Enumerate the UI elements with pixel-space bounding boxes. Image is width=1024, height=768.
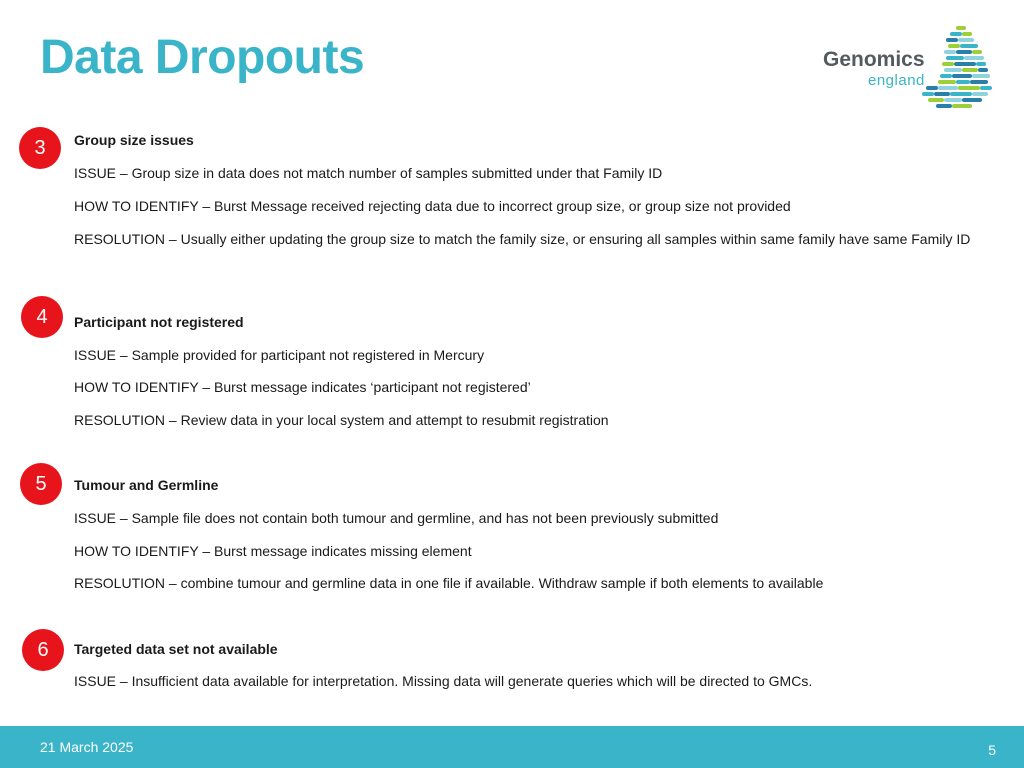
genomics-england-logo (820, 22, 995, 114)
dna-map-icon (920, 22, 995, 114)
section-issue: ISSUE – Sample provided for participant not registered in Mercury (74, 347, 485, 363)
section-number-badge: 4 (21, 296, 63, 338)
section-issue: ISSUE – Group size in data does not match number of samples submitted under that Family ID (74, 165, 663, 181)
section-number-badge: 6 (22, 629, 64, 671)
section-heading: Group size issues (74, 132, 194, 148)
section-number-badge: 3 (19, 127, 61, 169)
logo-text-genomics: Genomics (823, 48, 925, 71)
page-number: 5 (988, 742, 996, 758)
section-heading: Targeted data set not available (74, 641, 278, 657)
section-how-to-identify: HOW TO IDENTIFY – Burst Message received rejecting data due to incorrect group size, or group size not provided (74, 198, 791, 214)
section-heading: Participant not registered (74, 314, 244, 330)
section-resolution: RESOLUTION – Usually either updating the group size to match the family size, or ensuring all samples within same family have same Family ID (74, 231, 971, 247)
section-heading: Tumour and Germline (74, 477, 219, 493)
section-how-to-identify: HOW TO IDENTIFY – Burst message indicates missing element (74, 543, 472, 559)
slide-title: Data Dropouts (40, 31, 365, 84)
section-how-to-identify: HOW TO IDENTIFY – Burst message indicates ‘participant not registered’ (74, 379, 531, 395)
footer-bar (0, 726, 1024, 768)
section-resolution: RESOLUTION – combine tumour and germline data in one file if available. Withdraw sample if both elements to available (74, 575, 824, 591)
section-resolution: RESOLUTION – Review data in your local system and attempt to resubmit registration (74, 412, 609, 428)
section-issue: ISSUE – Insufficient data available for interpretation. Missing data will generate queries which will be directed to GMCs. (74, 673, 813, 689)
section-issue: ISSUE – Sample file does not contain both tumour and germline, and has not been previously submitted (74, 510, 719, 526)
section-number-badge: 5 (20, 463, 62, 505)
footer-date: 21 March 2025 (40, 739, 134, 755)
logo-text-england: england (868, 72, 925, 89)
